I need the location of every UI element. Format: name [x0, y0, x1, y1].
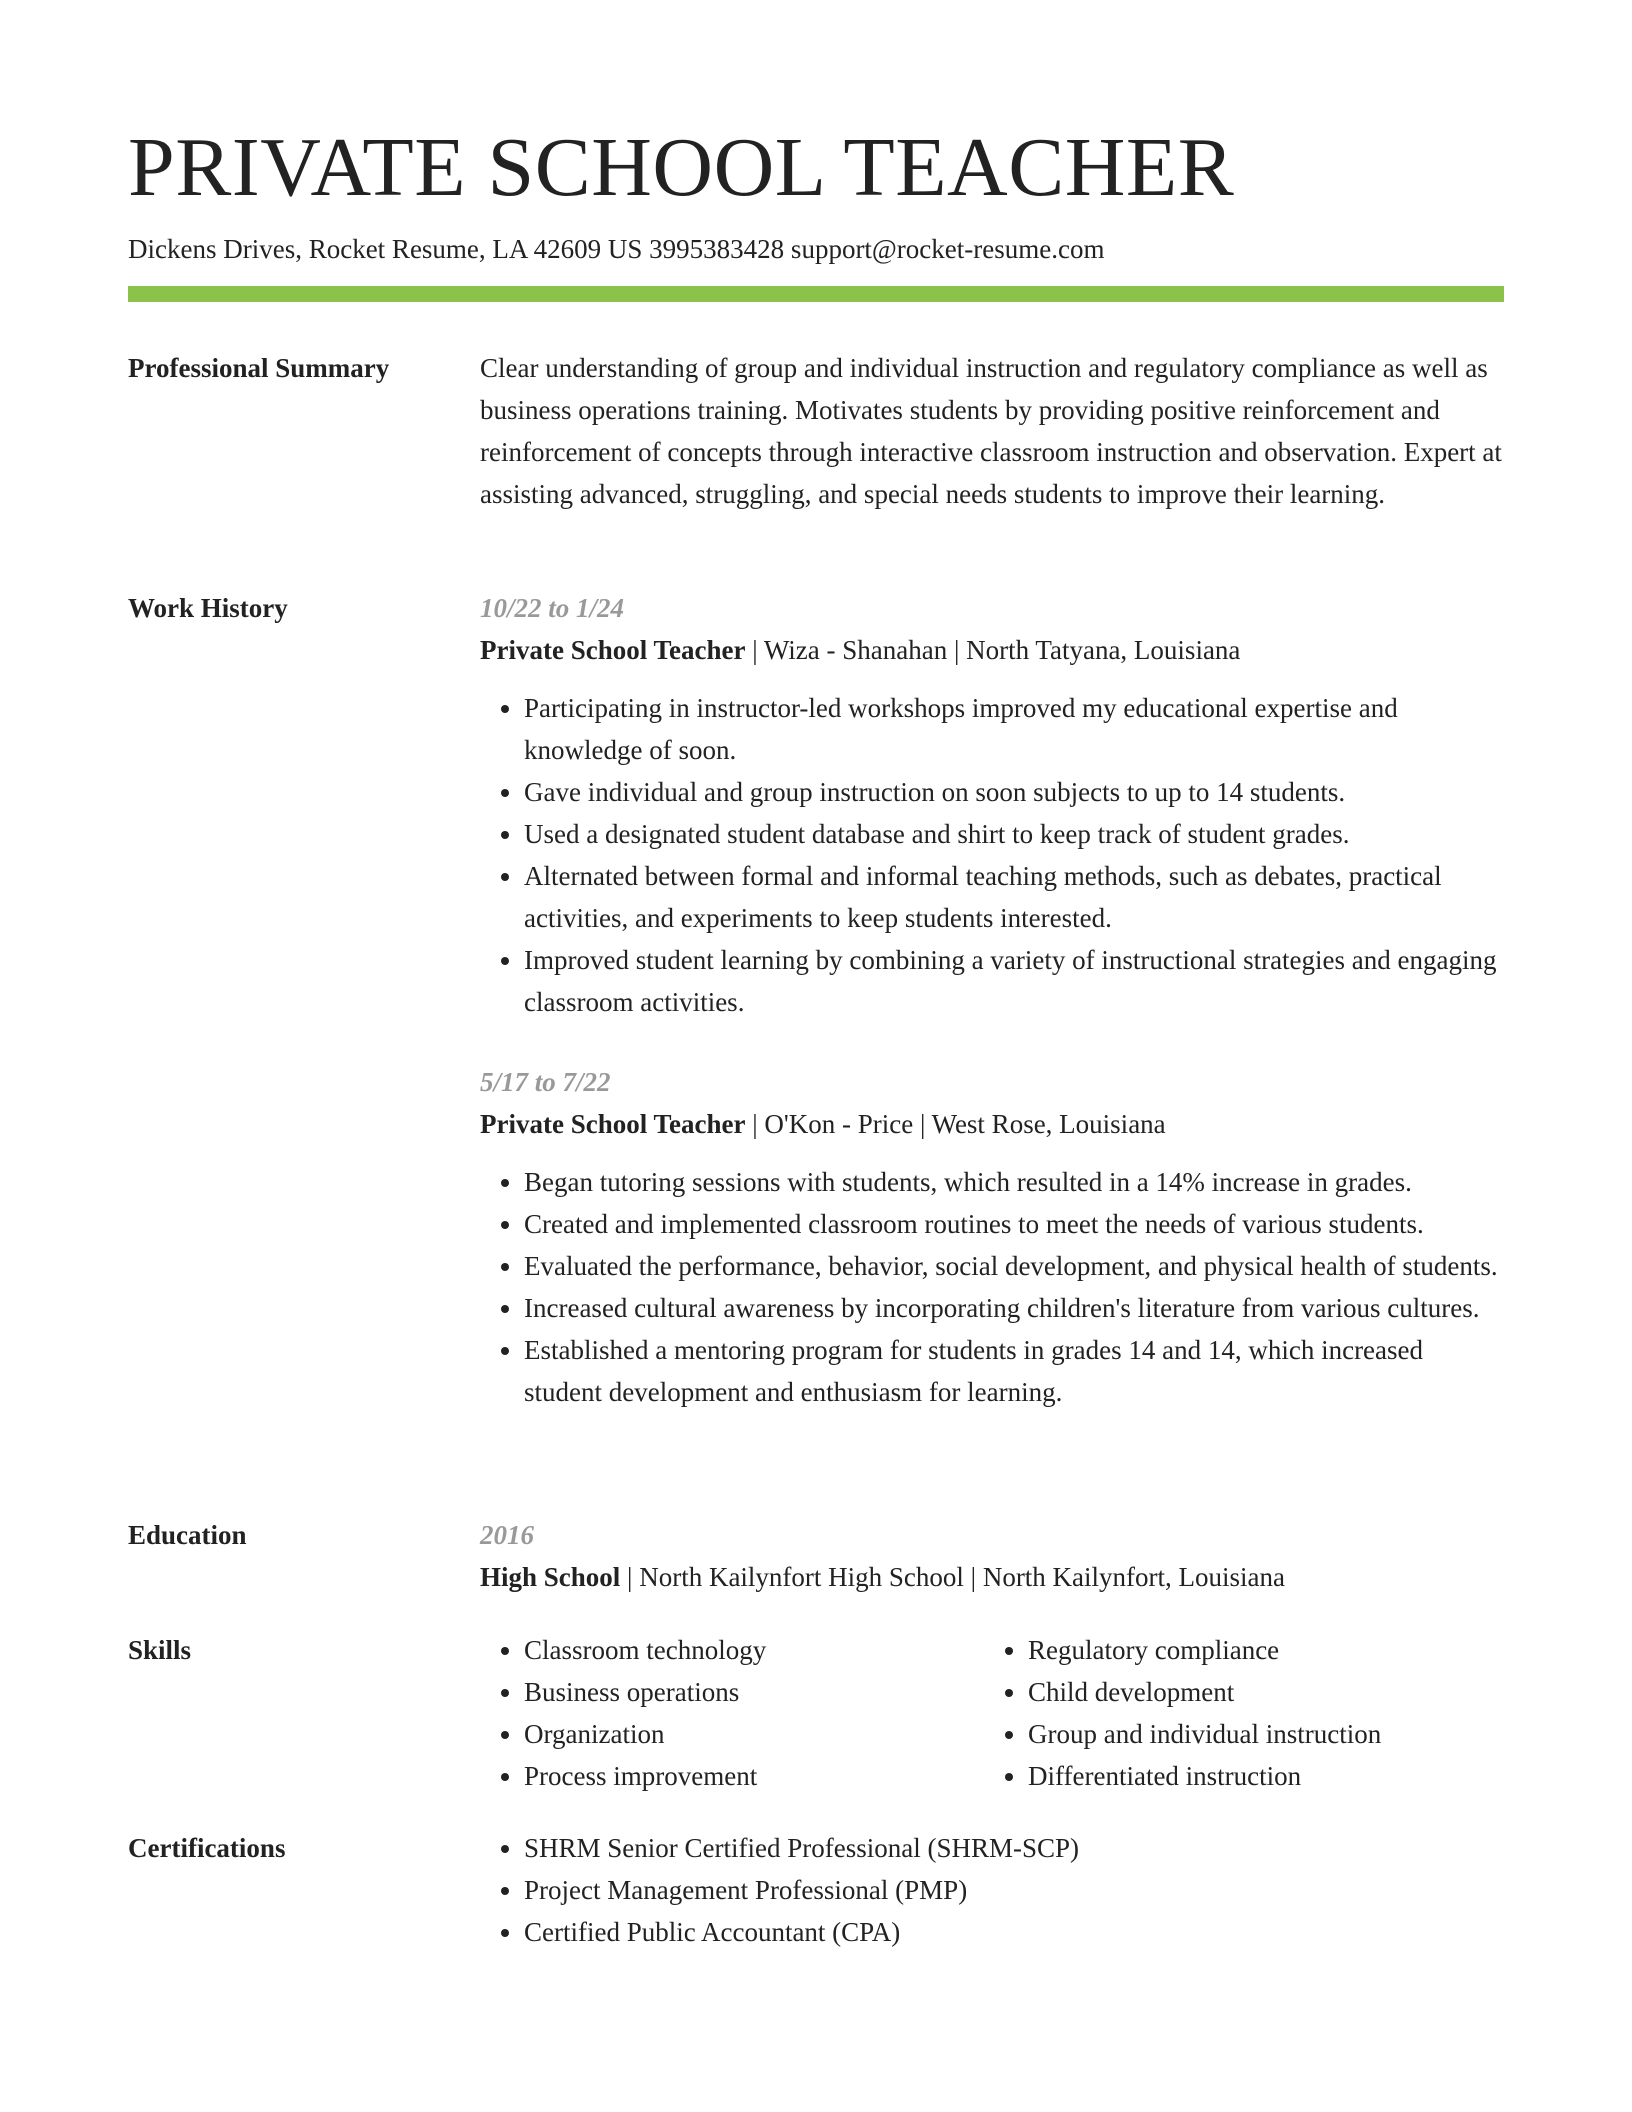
work-history-body	[480, 587, 1504, 1413]
list-item: • Used a designated student database and shirt to keep track of student grades.	[524, 813, 1504, 855]
list-item: • Certified Public Accountant (CPA)	[524, 1911, 1504, 1953]
education-label: Education	[128, 1520, 247, 1550]
certifications-label: Certifications	[128, 1833, 286, 1863]
skills-column-right	[984, 1629, 1488, 1797]
skills-list-right	[984, 1629, 1488, 1797]
education-year: 2016	[480, 1520, 534, 1550]
list-item: • Process improvement	[524, 1755, 984, 1797]
list-item: • Improved student learning by combining a variety of instructional strategies and engaging classroom activities.	[524, 939, 1504, 1023]
skills-list-left	[480, 1629, 984, 1797]
skills-label: Skills	[128, 1635, 192, 1665]
list-item: • Created and implemented classroom routines to meet the needs of various students.	[524, 1203, 1504, 1245]
education-body	[480, 1514, 1504, 1598]
job-dates: 5/17 to 7/22	[480, 1067, 611, 1097]
job-details: | Wiza - Shanahan | North Tatyana, Louisiana	[745, 635, 1241, 665]
job-dates: 10/22 to 1/24	[480, 593, 625, 623]
contact-line: Dickens Drives, Rocket Resume, LA 42609 US 3995383428 support@rocket-resume.com	[128, 234, 1105, 264]
work-history-label: Work History	[128, 593, 288, 623]
education-degree: High School	[480, 1562, 621, 1592]
job-bullets	[480, 1161, 1504, 1413]
list-item: • Increased cultural awareness by incorporating children's literature from various cultures.	[524, 1287, 1504, 1329]
job-heading	[480, 629, 1504, 671]
summary-body	[480, 347, 1504, 515]
job-bullets	[480, 687, 1504, 1023]
list-item: • Gave individual and group instruction on soon subjects to up to 14 students.	[524, 771, 1504, 813]
education-details: | North Kailynfort High School | North Kailynfort, Louisiana	[620, 1562, 1286, 1592]
list-item: • Evaluated the performance, behavior, social development, and physical health of students.	[524, 1245, 1504, 1287]
list-item: • Organization	[524, 1713, 984, 1755]
list-item: • SHRM Senior Certified Professional (SHRM-SCP)	[524, 1827, 1504, 1869]
certifications-list	[480, 1827, 1504, 1953]
list-item: • Classroom technology	[524, 1629, 984, 1671]
list-item: • Regulatory compliance	[1028, 1629, 1488, 1671]
list-item: • Established a mentoring program for students in grades 14 and 14, which increased student development and enthusiasm for learning.	[524, 1329, 1504, 1413]
skills-grid	[480, 1629, 1504, 1797]
list-item: • Began tutoring sessions with students, which resulted in a 14% increase in grades.	[524, 1161, 1504, 1203]
education-heading	[480, 1556, 1504, 1598]
job-details: | O'Kon - Price | West Rose, Louisiana	[745, 1109, 1166, 1139]
job-entry	[480, 1061, 1504, 1413]
list-item: • Differentiated instruction	[1028, 1755, 1488, 1797]
certifications-body	[480, 1827, 1504, 1953]
list-item: • Child development	[1028, 1671, 1488, 1713]
job-title: Private School Teacher	[480, 1109, 746, 1139]
list-item: • Business operations	[524, 1671, 984, 1713]
list-item: • Project Management Professional (PMP)	[524, 1869, 1504, 1911]
job-heading	[480, 1103, 1504, 1145]
summary-label: Professional Summary	[128, 353, 390, 383]
list-item: • Participating in instructor-led workshops improved my educational expertise and knowledge of soon.	[524, 687, 1504, 771]
summary-text: Clear understanding of group and individual instruction and regulatory compliance as well as business operations training. Motivates students by providing positive reinforcement and reinforcement of concepts through interactive classroom instruction and observation. Expert at assisting advanced, struggling, and special needs students to improve their learning.	[480, 353, 1502, 509]
skills-column-left	[480, 1629, 984, 1797]
job-title: Private School Teacher	[480, 635, 746, 665]
resume-title: PRIVATE SCHOOL TEACHER	[128, 121, 1235, 214]
list-item: • Group and individual instruction	[1028, 1713, 1488, 1755]
header-divider	[128, 286, 1504, 302]
skills-body	[480, 1629, 1504, 1797]
job-entry	[480, 587, 1504, 1023]
list-item: • Alternated between formal and informal teaching methods, such as debates, practical activities, and experiments to keep students interested.	[524, 855, 1504, 939]
